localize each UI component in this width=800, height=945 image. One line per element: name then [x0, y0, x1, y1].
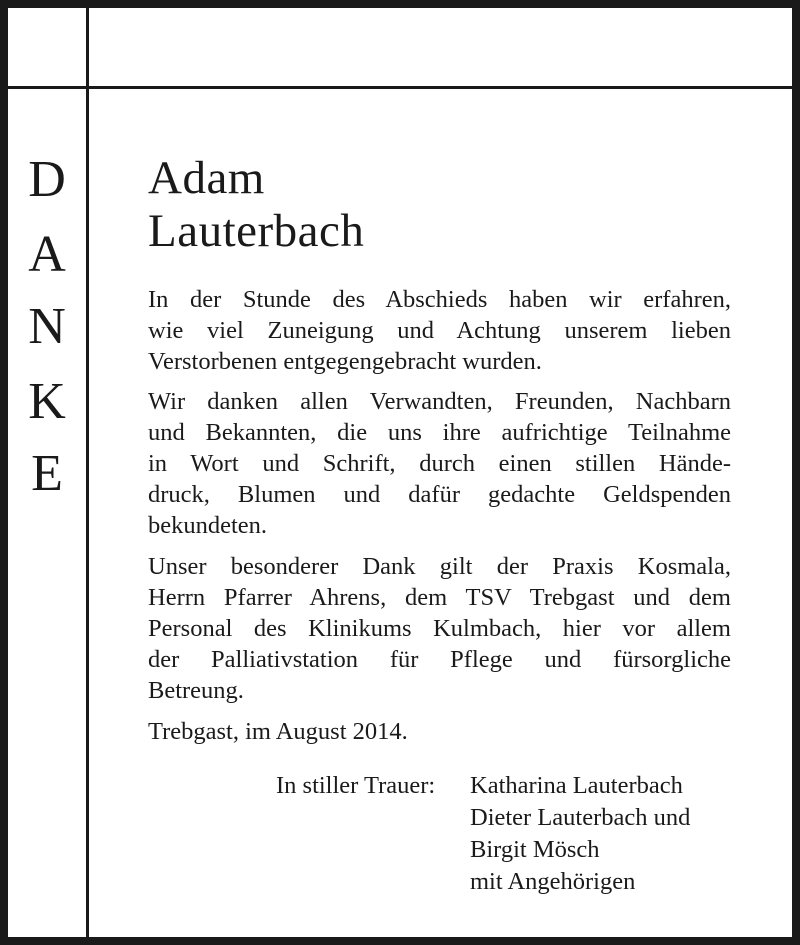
place-date: Trebgast, im August 2014. [148, 718, 408, 745]
text-line: Unser besonderer Dank gilt der Praxis Kosmala, [148, 553, 731, 580]
mourner-name: Dieter Lauterbach und [470, 804, 691, 831]
text-line: Verstorbenen entgegengebracht wurden. [148, 348, 542, 375]
danke-letter: D [28, 151, 66, 208]
text-line: Personal des Klinikums Kulmbach, hier vor allem [148, 615, 731, 642]
deceased-last-name: Lauterbach [148, 205, 365, 257]
text-line: bekundeten. [148, 512, 268, 539]
mourner-name: Katharina Lauterbach [470, 772, 683, 799]
danke-letter: E [31, 445, 63, 502]
text-line: Herrn Pfarrer Ahrens, dem TSV Trebgast und dem [148, 584, 731, 611]
danke-letter: K [28, 373, 66, 430]
deceased-first-name: Adam [148, 152, 265, 204]
vertical-divider [86, 8, 89, 937]
text-line: und Bekannten, die uns ihre aufrichtige Teilnahme [148, 419, 731, 446]
danke-letter: N [28, 298, 66, 355]
mourner-name: Birgit Mösch [470, 836, 600, 863]
text-line: in Wort und Schrift, durch einen stillen Hände- [148, 450, 731, 477]
paragraph-special-thanks [148, 551, 731, 706]
mourner-name: mit Angehörigen [470, 868, 636, 895]
text-line: wie viel Zuneigung und Achtung unserem lieben [148, 317, 731, 344]
mourners-list [470, 770, 690, 898]
text-line: Betreung. [148, 677, 244, 704]
text-line: der Palliativstation für Pflege und fürsorgliche [148, 646, 731, 673]
danke-letter: A [28, 226, 66, 283]
text-line: In der Stunde des Abschieds haben wir erfahren, [148, 286, 731, 313]
text-line: druck, Blumen und dafür gedachte Geldspenden [148, 481, 731, 508]
text-line: Wir danken allen Verwandten, Freunden, Nachbarn [148, 388, 731, 415]
mourners-label: In stiller Trauer: [276, 772, 436, 799]
horizontal-divider [8, 86, 792, 89]
paragraph-farewell [148, 284, 731, 377]
paragraph-thanks [148, 386, 731, 541]
